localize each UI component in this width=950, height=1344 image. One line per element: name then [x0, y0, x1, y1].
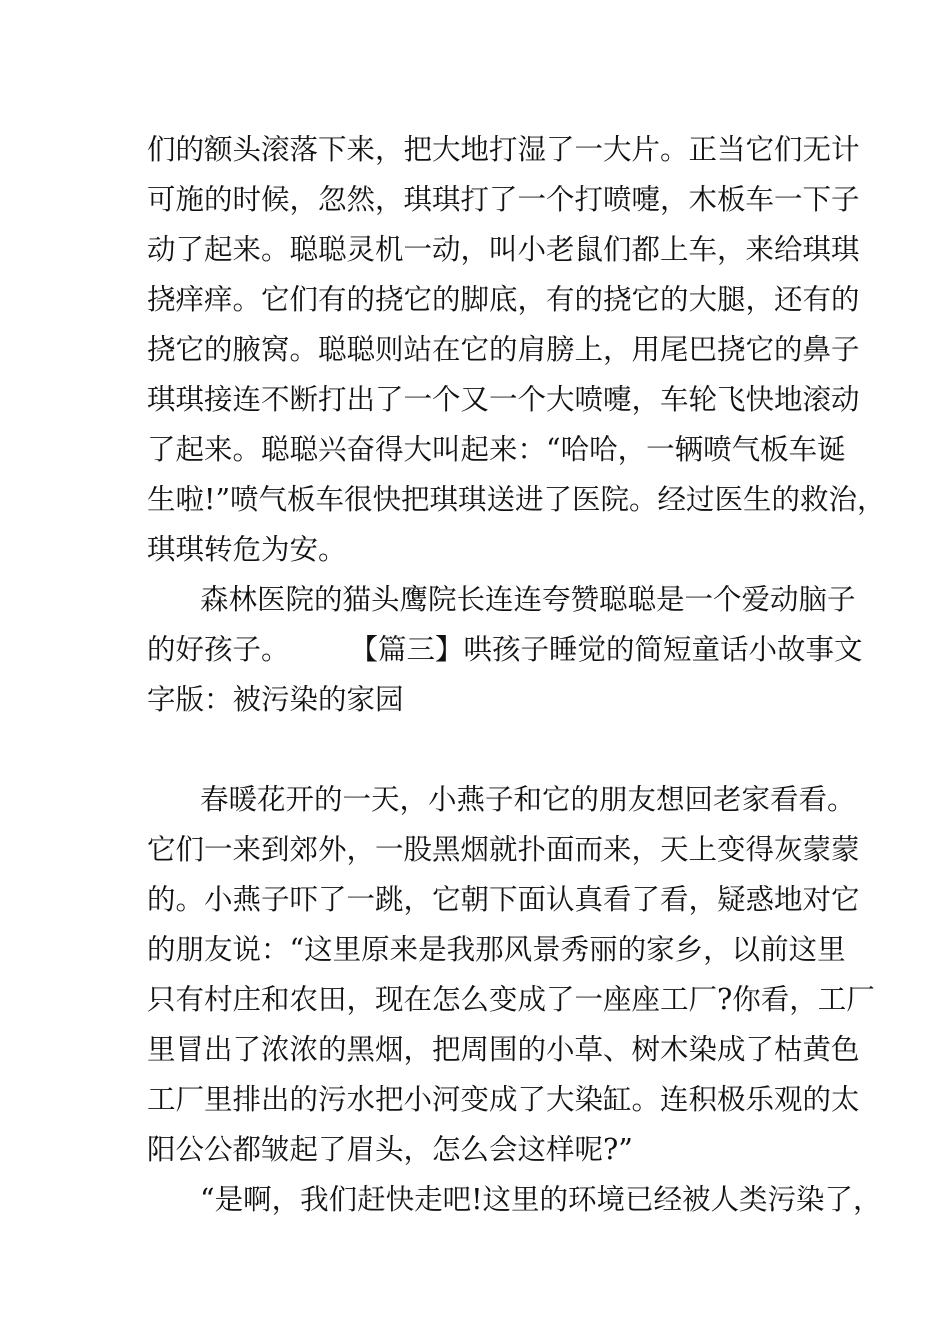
text-line: 动了起来。聪聪灵机一动，叫小老鼠们都上车，来给琪琪 — [147, 233, 860, 266]
text-line: 琪琪转危为安。 — [147, 533, 347, 566]
section-heading-continuation: 字版：被污染的家园 — [147, 683, 404, 716]
paragraph-first-line: 森林医院的猫头鹰院长连连夸赞聪聪是一个爱动脑子 — [200, 583, 856, 616]
text-line: 的朋友说：“这里原来是我那风景秀丽的家乡，以前这里 — [147, 933, 846, 966]
text-line: 们的额头滚落下来，把大地打湿了一大片。正当它们无计 — [147, 133, 860, 166]
text-line: 它们一来到郊外，一股黑烟就扑面而来，天上变得灰蒙蒙 — [147, 833, 860, 866]
text-line: 只有村庄和农田，现在怎么变成了一座座工厂?你看，工厂 — [147, 983, 875, 1016]
text-line: 生啦!”喷气板车很快把琪琪送进了医院。经过医生的救治， — [147, 483, 886, 516]
paragraph-first-line: 春暖花开的一天，小燕子和它的朋友想回老家看看。 — [200, 783, 856, 816]
text-line: 挠它的腋窝。聪聪则站在它的肩膀上，用尾巴挠它的鼻子 — [147, 333, 860, 366]
text-line: 工厂里排出的污水把小河变成了大染缸。连积极乐观的太 — [147, 1083, 860, 1116]
text-fragment: 的好孩子。 — [147, 633, 290, 666]
text-line: 的。小燕子吓了一跳，它朝下面认真看了看，疑惑地对它 — [147, 883, 860, 916]
text-line-with-heading — [147, 632, 863, 668]
text-line: 可施的时候，忽然，琪琪打了一个打喷嚏，木板车一下子 — [147, 183, 860, 216]
section-heading: 【篇三】哄孩子睡觉的简短童话小故事文 — [349, 633, 863, 666]
text-line: 阳公公都皱起了眉头，怎么会这样呢?” — [147, 1133, 633, 1166]
paragraph-first-line: “是啊，我们赶快走吧!这里的环境已经被人类污染了， — [200, 1183, 882, 1216]
text-line: 里冒出了浓浓的黑烟，把周围的小草、树木染成了枯黄色 — [147, 1033, 860, 1066]
text-line: 挠痒痒。它们有的挠它的脚底，有的挠它的大腿，还有的 — [147, 283, 860, 316]
text-line: 琪琪接连不断打出了一个又一个大喷嚏，车轮飞快地滚动 — [147, 383, 860, 416]
text-line: 了起来。聪聪兴奋得大叫起来：“哈哈，一辆喷气板车诞 — [147, 433, 846, 466]
